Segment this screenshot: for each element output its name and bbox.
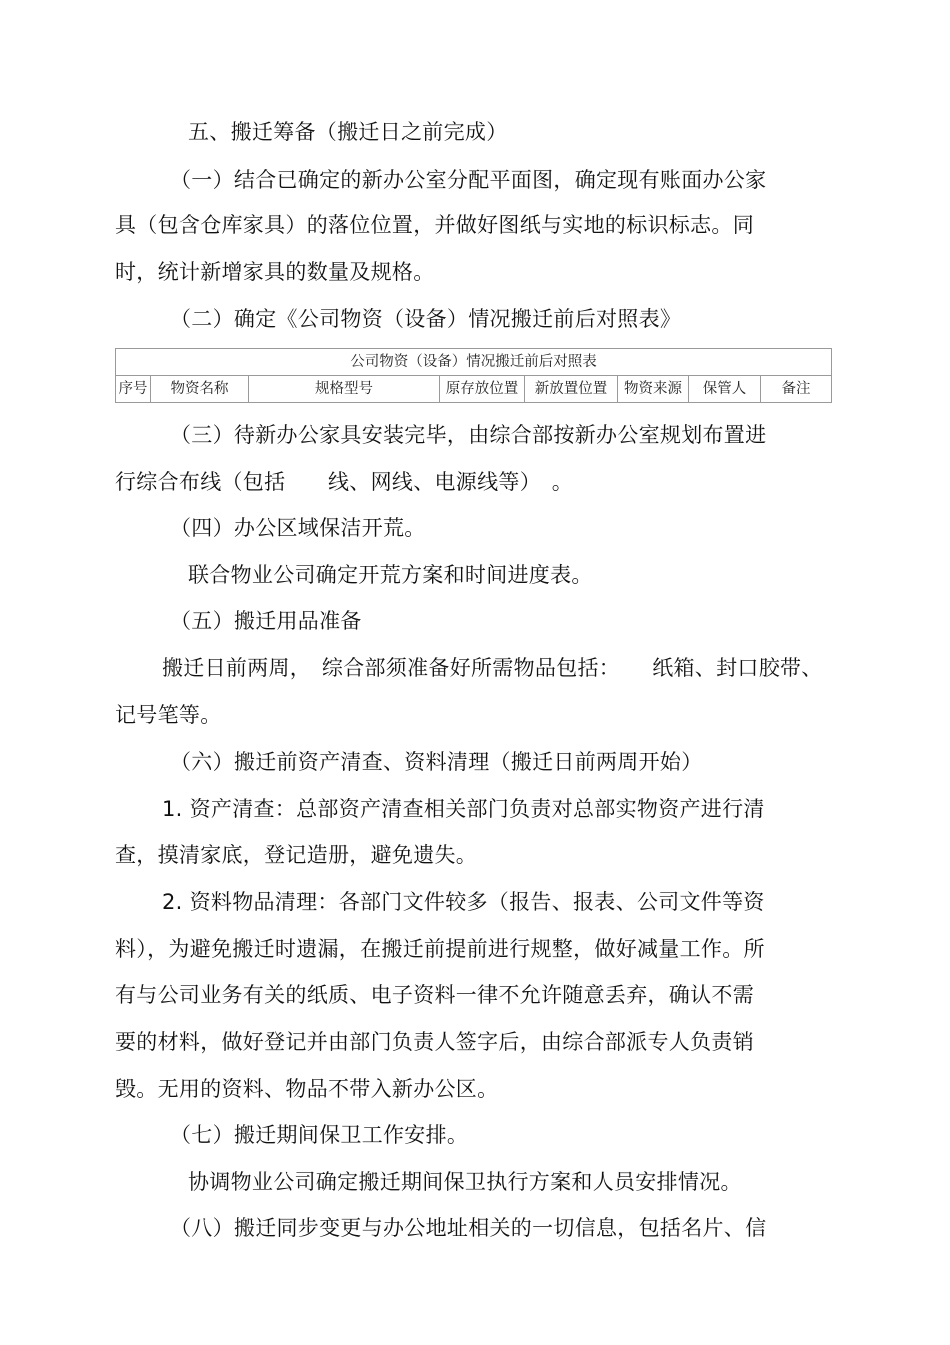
paragraph-line: （三）待新办公家具安装完毕，由综合部按新办公室规划布置进 xyxy=(170,423,767,447)
section-heading: 五、搬迁筹备（搬迁日之前完成） xyxy=(188,120,508,144)
paragraph-line: 1. 资产清查：总部资产清查相关部门负责对总部实物资产进行清 xyxy=(162,797,765,821)
table-header-cell: 物资来源 xyxy=(618,376,689,402)
table-title: 公司物资（设备）情况搬迁前后对照表 xyxy=(116,349,831,376)
paragraph-line: 料），为避免搬迁时遗漏，在搬迁前提前进行规整，做好减量工作。所 xyxy=(115,937,765,961)
paragraph-line: （一）结合已确定的新办公室分配平面图，确定现有账面办公家 xyxy=(170,168,767,192)
paragraph-line: （七）搬迁期间保卫工作安排。 xyxy=(170,1123,469,1147)
table-header-cell: 规格型号 xyxy=(249,376,440,402)
paragraph-line: （二）确定《公司物资（设备）情况搬迁前后对照表》 xyxy=(170,307,682,331)
paragraph-line: 时，统计新增家具的数量及规格。 xyxy=(115,260,435,284)
paragraph-line: 有与公司业务有关的纸质、电子资料一律不允许随意丢弃，确认不需 xyxy=(115,983,754,1007)
paragraph-line: 具（包含仓库家具）的落位位置，并做好图纸与实地的标识标志。同 xyxy=(115,213,754,237)
paragraph-line: 记号笔等。 xyxy=(115,703,222,727)
paragraph-line: 行综合布线（包括 线、网线、电源线等） 。 xyxy=(115,470,574,494)
table-header-cell: 保管人 xyxy=(689,376,761,402)
table-header-cell: 原存放位置 xyxy=(440,376,525,402)
paragraph-line: 查，摸清家底，登记造册，避免遗失。 xyxy=(115,843,478,867)
paragraph-line: 2. 资料物品清理：各部门文件较多（报告、报表、公司文件等资 xyxy=(162,890,765,914)
paragraph-line: 要的材料，做好登记并由部门负责人签字后，由综合部派专人负责销 xyxy=(115,1030,754,1054)
table-header-cell: 序号 xyxy=(116,376,151,402)
table-header-cell: 物资名称 xyxy=(151,376,249,402)
paragraph-line: （五）搬迁用品准备 xyxy=(170,609,362,633)
paragraph-line: 协调物业公司确定搬迁期间保卫执行方案和人员安排情况。 xyxy=(188,1170,742,1194)
paragraph-line: （八）搬迁同步变更与办公地址相关的一切信息，包括名片、信 xyxy=(170,1216,767,1240)
paragraph-line: （六）搬迁前资产清查、资料清理（搬迁日前两周开始） xyxy=(170,750,703,774)
table-header-cell: 备注 xyxy=(781,381,811,397)
table-header-cell: 新放置位置 xyxy=(525,376,618,402)
paragraph-line: 毁。无用的资料、物品不带入新办公区。 xyxy=(115,1077,499,1101)
paragraph-line: 联合物业公司确定开荒方案和时间进度表。 xyxy=(188,563,593,587)
paragraph-line: （四）办公区域保洁开荒。 xyxy=(170,516,426,540)
paragraph-line: 搬迁日前两周， 综合部须准备好所需物品包括： 纸箱、封口胶带、 xyxy=(162,656,823,680)
comparison-table xyxy=(115,348,832,403)
